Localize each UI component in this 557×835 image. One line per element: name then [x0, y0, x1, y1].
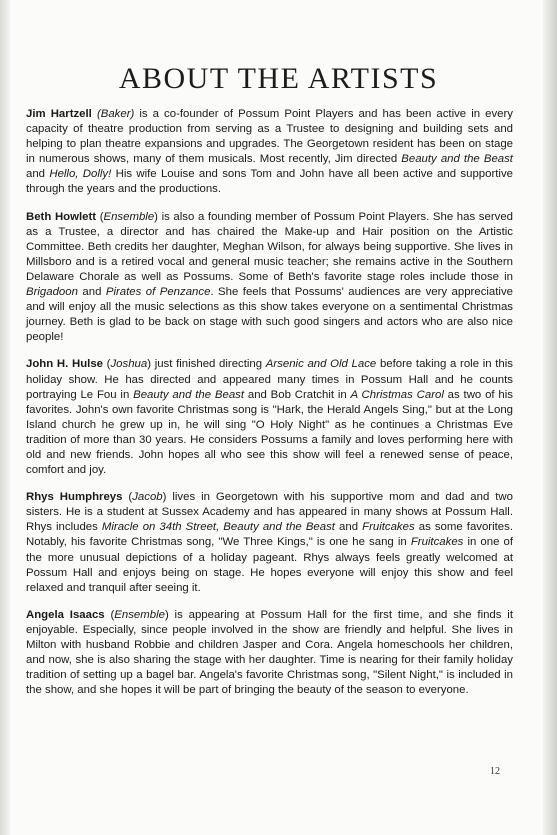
bio-text: in one of the more unusual depictions of a holiday pageant. Rhys always feels greatly welcomed at Possum Hall and enjoys being on stage. He hopes everyone will enjoy this show and feel relaxed and tranquil after seeing it.: [26, 536, 514, 594]
bio-text: and Bob Cratchit in: [244, 388, 351, 401]
bio-text: . She feels that Possums' audiences are very appreciative and will enjoy all the music selections as this show takes everyone on a sentimental Christmas journey. Beth is glad to be back on stage with such good singers and actors who are also nice people!: [26, 286, 513, 344]
italic-text: Arsenic and Old Lace: [265, 358, 377, 371]
italic-text: Ensemble: [114, 608, 165, 621]
artist-bio: [26, 608, 513, 699]
italic-text: Fruitcakes: [410, 536, 464, 549]
italic-text: Ensemble: [103, 210, 155, 223]
bio-text: ) is also a founding member of Possum Point Players. She has served as a Trustee, a director and has chaired the Make-up and Hair position on the Artistic Committee. Beth credits her daughter, Meghan Wilson, for always being supportive. She lives in Millsboro and is a retired vocal and general music teacher; she remains active in the Southern Delaware Chorale as well as Possums. Some of Beth's favorite stage roles include those in: [26, 210, 513, 283]
bio-text: ) is appearing at Possum Hall for the first time, and she finds it enjoyable. Especially, since people involved in the show are friendly and helpful. She lives in Milton with husband Robbie and children Jasper and Cora. Angela homeschools her children, and now, she is also sharing the stage with her daughter. Time is nearing for their family holiday tradition of setting up a bagel bar. Angela's favorite Christmas song, "Silent Night," is included in the show, and she hopes it will be part of bringing the beauty of the season to everyone.: [26, 608, 513, 697]
artist-name: Jim Hartzell: [26, 108, 92, 120]
page-title: ABOUT THE ARTISTS: [118, 62, 439, 95]
bio-text: ) lives in Georgetown with his supportive mom and dad and two sisters. He is a student at Sussex Academy and has appeared in many shows at Possum Hall. Rhys includes: [26, 491, 513, 534]
italic-text: Beauty and the Beast: [133, 388, 245, 401]
italic-text: (Baker): [96, 108, 135, 120]
italic-text: Fruitcakes: [362, 521, 415, 534]
artist-name: John H. Hulse: [26, 358, 103, 371]
italic-text: Brigadoon: [26, 286, 78, 299]
bio-text: as two of his favorites. John's own favorite Christmas song is "Hark, the Herald Angels Sing," but at the Long Island church he grew up in, he will sing "O Holy Night" as he continues a Christmas Eve tradition of more than 30 years. He considers Possums a family and loves performing here with old and new friends. John hopes all who see this show will feel a renewed sense of peace, comfort and joy.: [26, 388, 513, 477]
artist-bio: [26, 490, 513, 596]
italic-text: Miracle on 34th Street, Beauty and the Beast: [101, 521, 335, 534]
bio-text: (: [96, 210, 104, 223]
bio-text: His wife Louise and sons Tom and John have all been active and supportive through the years and the productions.: [26, 168, 513, 196]
artist-bio: [26, 210, 513, 346]
bio-text: before taking a role in this holiday show. He has directed and appeared many times in Possum Hall and he counts portraying Le Fou in: [26, 358, 513, 401]
page-edge-shadow-left: [0, 0, 10, 835]
bio-text: (: [103, 358, 111, 371]
italic-text: Hello, Dolly!: [49, 168, 112, 181]
artist-name: Rhys Humphreys: [26, 491, 123, 504]
italic-text: Joshua: [110, 358, 148, 371]
artist-bio: [26, 107, 513, 198]
bio-text: as some favorites. Notably, his favorite Christmas song, "We Three Kings," is one he sang in: [26, 521, 513, 549]
italic-text: Jacob: [132, 491, 163, 504]
bio-text: (: [104, 608, 115, 621]
italic-text: A Christmas Carol: [350, 388, 444, 401]
page-edge-shadow-right: [543, 0, 557, 835]
artist-bio: [26, 357, 513, 478]
bio-text: and: [77, 286, 106, 299]
bio-text: is a co-founder of Possum Point Players and has been active in every capacity of theatre production from serving as a Trustee to designing and building sets and helping to plan theatre expansions and upgrades. The Georgetown resident has been on stage in numerous shows, many of them musicals. Most recently, Jim directed: [26, 108, 513, 166]
bio-text: ) just finished directing: [147, 358, 266, 371]
artist-name: Beth Howlett: [26, 210, 97, 223]
page-number: 12: [490, 766, 500, 777]
artist-name: Angela Isaacs: [26, 608, 105, 621]
bio-text: (: [122, 491, 133, 504]
bio-text: and: [334, 521, 363, 534]
bio-text: and: [26, 168, 50, 181]
italic-text: Beauty and the Beast: [401, 153, 513, 166]
artist-bios: [26, 107, 513, 710]
italic-text: Pirates of Penzance: [105, 286, 211, 299]
